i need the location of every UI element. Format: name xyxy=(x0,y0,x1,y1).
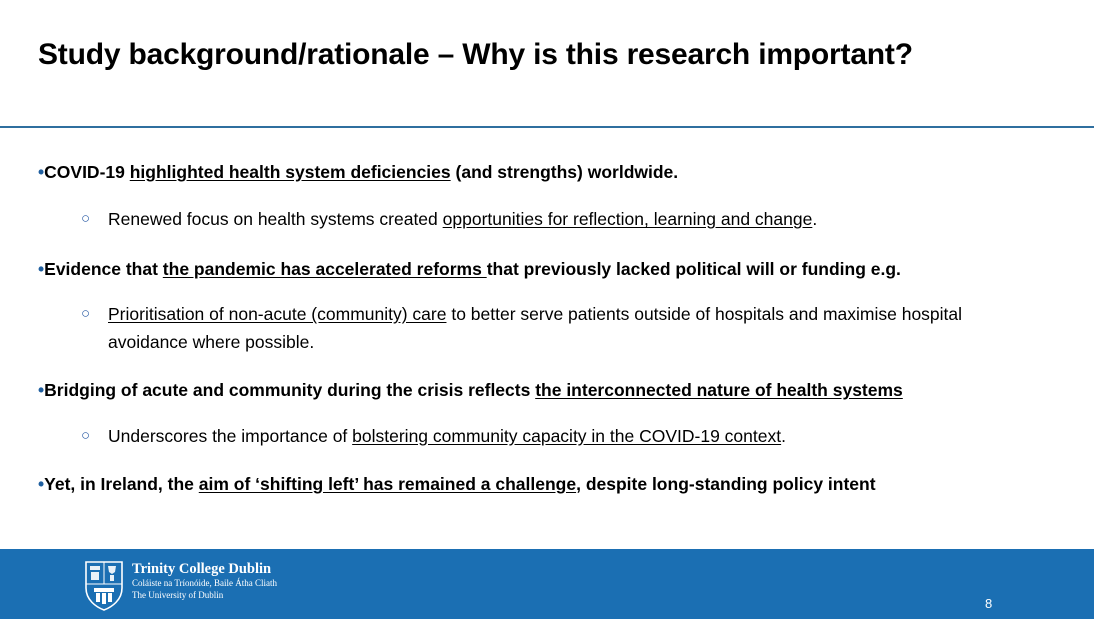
sub-bullet-emphasis: Prioritisation of non-acute (community) care xyxy=(108,304,447,324)
bullet-text: Yet, in Ireland, the xyxy=(44,474,199,494)
bullet-marker: • xyxy=(38,380,45,400)
institution-logo xyxy=(84,560,277,612)
title-divider xyxy=(0,126,1094,128)
bullet-item xyxy=(38,378,1078,402)
bullet-text: COVID-19 xyxy=(44,162,130,182)
sub-bullet-text: Renewed focus on health systems created xyxy=(108,209,443,229)
bullet-text: Bridging of acute and community during the crisis reflects xyxy=(44,380,536,400)
bullet-text: (and strengths) worldwide. xyxy=(450,162,679,182)
sub-bullet-item xyxy=(38,422,1078,450)
slide-title: Study background/rationale – Why is this research important? xyxy=(38,38,913,71)
bullet-emphasis: the interconnected nature of health systems xyxy=(535,380,903,400)
bullet-text: Evidence that xyxy=(44,259,163,279)
bullet-marker: • xyxy=(38,474,45,494)
institution-subtitle: The University of Dublin xyxy=(132,590,224,600)
logo-text xyxy=(132,561,277,601)
bullet-emphasis: the pandemic has accelerated reforms xyxy=(162,259,487,279)
slide-content xyxy=(38,160,1078,496)
sub-bullet-text: . xyxy=(781,426,786,446)
institution-irish-name: Coláiste na Tríonóide, Baile Átha Cliath xyxy=(132,578,277,588)
sub-bullet-text: to better serve patients outside of hospitals and maximise hospital avoidance where possible. xyxy=(108,304,963,352)
sub-bullet-emphasis: bolstering community capacity in the COVID-19 context xyxy=(352,426,782,446)
bullet-item xyxy=(38,160,1078,184)
sub-bullet-marker: ○ xyxy=(81,427,91,444)
slide-number: 8 xyxy=(985,596,993,611)
bullet-item xyxy=(38,472,1078,496)
sub-bullet-item xyxy=(38,300,1008,356)
sub-bullet-marker: ○ xyxy=(81,305,91,322)
sub-bullet-text: Underscores the importance of xyxy=(108,426,353,446)
bullet-marker: • xyxy=(38,162,45,182)
institution-name: Trinity College Dublin xyxy=(132,561,272,577)
bullet-item xyxy=(38,257,1078,281)
footer-bar xyxy=(0,549,1094,619)
sub-bullet-marker: ○ xyxy=(81,210,91,227)
college-crest-icon xyxy=(84,560,124,612)
sub-bullet-emphasis: opportunities for reflection, learning and change xyxy=(442,209,813,229)
bullet-text: that previously lacked political will or funding e.g. xyxy=(486,259,901,279)
bullet-text: , despite long-standing policy intent xyxy=(576,474,876,494)
bullet-marker: • xyxy=(38,259,45,279)
bullet-emphasis: aim of ‘shifting left’ has remained a challenge xyxy=(198,474,577,494)
sub-bullet-text: . xyxy=(812,209,818,229)
sub-bullet-item xyxy=(38,205,1078,233)
bullet-emphasis: highlighted health system deficiencies xyxy=(129,162,451,182)
